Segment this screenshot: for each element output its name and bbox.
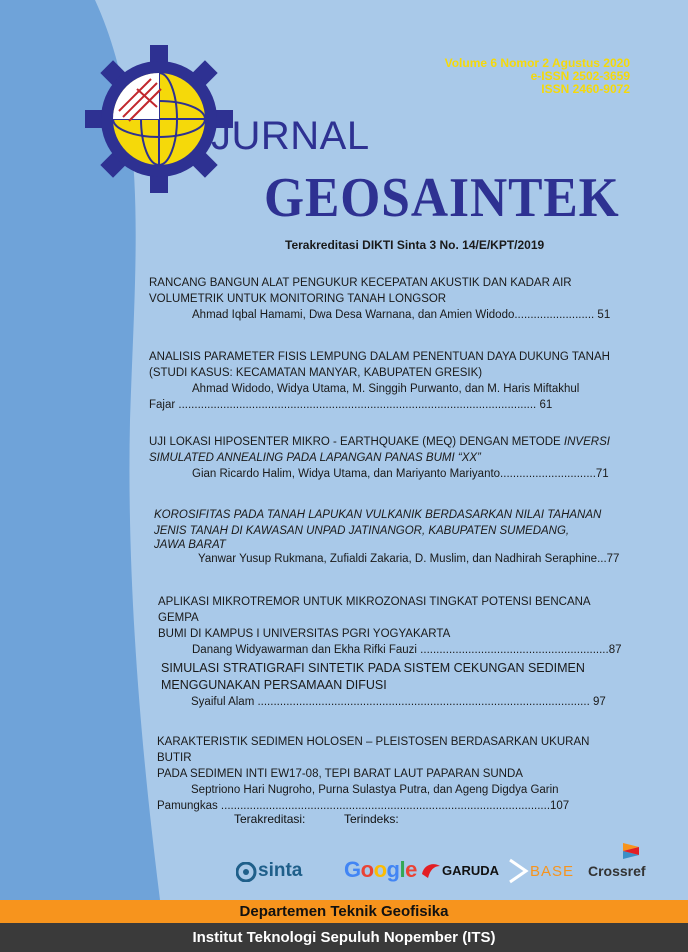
- garuda-bird-icon: [420, 860, 442, 882]
- sinta-logo-icon: [236, 862, 258, 882]
- article-6[interactable]: [161, 660, 627, 711]
- google-scholar-logo[interactable]: Google: [344, 857, 417, 882]
- volume-text: Volume 6 Nomor 2 Agustus 2020: [444, 56, 630, 70]
- article-authors: Septriono Hari Nugroho, Purna Sulastya Putra, dan Ageng Digdya Garin: [191, 784, 559, 796]
- indexed-label: Terindeks:: [344, 812, 399, 826]
- article-title-line: (STUDI KASUS: KECAMATAN MANYAR, KABUPATEN GRESIK): [149, 367, 483, 379]
- jurnal-label: JURNAL: [211, 114, 370, 158]
- journal-title: GEOSAINTEK: [264, 167, 620, 229]
- base-logo[interactable]: BASE: [530, 863, 575, 880]
- article-3[interactable]: [149, 434, 621, 482]
- article-title-italic: INVERSI: [563, 436, 610, 448]
- article-title-line: PADA SEDIMEN INTI EW17-08, TEPI BARAT LAUT PAPARAN SUNDA: [157, 768, 523, 780]
- department-bar: Departemen Teknik Geofisika: [0, 900, 688, 923]
- accredited-label: Terakreditasi:: [234, 812, 306, 826]
- article-title-line: SIMULASI STRATIGRAFI SINTETIK PADA SISTEM CEKUNGAN SEDIMEN: [161, 661, 585, 675]
- accreditation-text: Terakreditasi DIKTI Sinta 3 No. 14/E/KPT/2019: [285, 238, 545, 252]
- article-title-line: UJI LOKASI HIPOSENTER MIKRO - EARTHQUAKE (MEQ) DENGAN METODE INVERSI: [149, 436, 610, 448]
- article-title-line: KOROSIFITAS PADA TANAH LAPUKAN VULKANIK BERDASARKAN NILAI TAHANAN: [154, 509, 602, 521]
- institute-bar: Institut Teknologi Sepuluh Nopember (ITS): [0, 923, 688, 952]
- issue-info: [445, 57, 630, 96]
- article-2[interactable]: [149, 349, 621, 413]
- article-title-line: APLIKASI MIKROTREMOR UNTUK MIKROZONASI TINGKAT POTENSI BENCANA GEMPA: [158, 596, 590, 624]
- crossref-icon: [620, 840, 642, 862]
- article-title-line: BUMI DI KAMPUS I UNIVERSITAS PGRI YOGYAKARTA: [158, 628, 451, 640]
- article-title-line: JENIS TANAH DI KAWASAN UNPAD JATINANGOR, KABUPATEN SUMEDANG,: [154, 525, 570, 537]
- article-title-line: KARAKTERISTIK SEDIMEN HOLOSEN – PLEISTOSEN BERDASARKAN UKURAN BUTIR: [157, 736, 590, 764]
- article-title-line: SIMULATED ANNEALING PADA LAPANGAN PANAS BUMI “XX”: [149, 452, 481, 464]
- eissn-text: e-ISSN 2502-3659: [530, 69, 630, 83]
- base-chevron-icon: [508, 858, 530, 884]
- article-title-line: RANCANG BANGUN ALAT PENGUKUR KECEPATAN AKUSTIK DAN KADAR AIR: [149, 277, 572, 289]
- article-authors: Danang Widyawarman dan Ekha Rifki Fauzi ...........................................................87: [192, 644, 622, 656]
- article-4[interactable]: [154, 507, 624, 567]
- crossref-logo[interactable]: Crossref: [588, 863, 646, 879]
- article-title-line: MENGGUNAKAN PERSAMAAN DIFUSI: [161, 678, 387, 692]
- article-1[interactable]: [149, 275, 623, 323]
- article-7[interactable]: [157, 734, 623, 814]
- article-authors: Pamungkas .......................................................................................................107: [157, 800, 570, 812]
- issn-text: ISSN 2460-9072: [541, 82, 630, 96]
- article-authors: Fajar ................................................................................................................ 61: [149, 399, 553, 411]
- article-title-line: ANALISIS PARAMETER FISIS LEMPUNG DALAM PENENTUAN DAYA DUKUNG TANAH: [149, 351, 610, 363]
- garuda-logo[interactable]: GARUDA: [442, 863, 500, 878]
- article-authors: Syaiful Alam ........................................................................................................ 97: [191, 696, 606, 708]
- article-authors: Ahmad Widodo, Widya Utama, M. Singgih Purwanto, dan M. Haris Miftakhul: [192, 383, 580, 395]
- article-authors: Yanwar Yusup Rukmana, Zufialdi Zakaria, D. Muslim, dan Nadhirah Seraphine...77: [198, 553, 620, 565]
- article-title-line: JAWA BARAT: [154, 539, 226, 551]
- article-title-line: VOLUMETRIK UNTUK MONITORING TANAH LONGSOR: [149, 293, 447, 305]
- sinta-logo[interactable]: sinta: [258, 860, 303, 881]
- article-5[interactable]: [158, 594, 624, 658]
- article-authors: Ahmad Iqbal Hamami, Dwa Desa Warnana, dan Amien Widodo......................... 51: [192, 309, 611, 321]
- article-authors: Gian Ricardo Halim, Widya Utama, dan Mariyanto Mariyanto..............................71: [192, 468, 609, 480]
